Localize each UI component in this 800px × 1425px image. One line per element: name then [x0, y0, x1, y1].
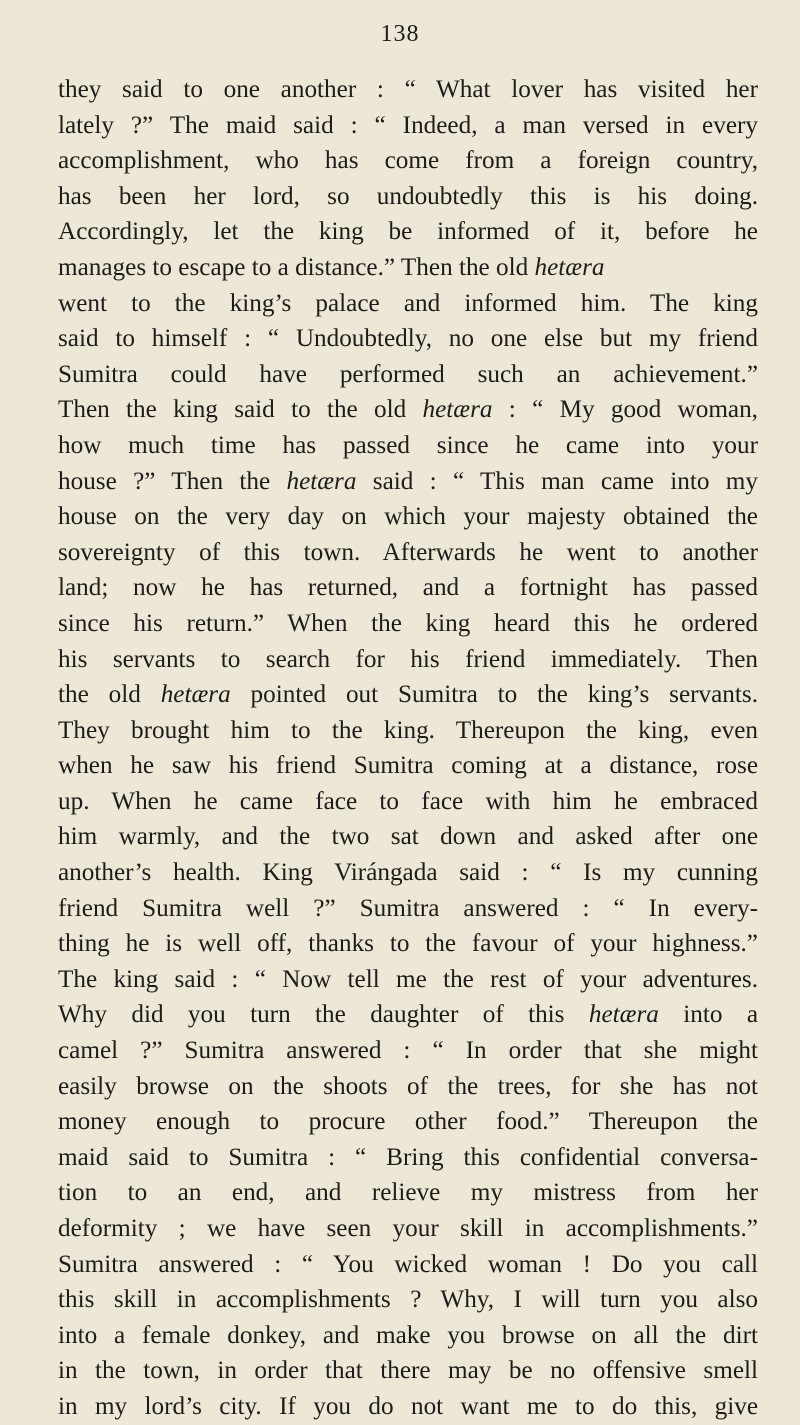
text-segment: into a [658, 1001, 758, 1029]
text-segment: money enough to procure other food.” Thereupon the [58, 1108, 758, 1136]
text-segment: camel ?” Sumitra answered : “ In order that she might [58, 1037, 758, 1065]
text-line [58, 962, 758, 998]
text-line [58, 321, 758, 357]
text-line [58, 1033, 758, 1069]
text-segment: deformity ; we have seen your skill in accomplishments.” [58, 1215, 758, 1242]
text-line [58, 819, 758, 855]
text-line [58, 499, 758, 535]
text-segment: him warmly, and the two sat down and asked after one [58, 823, 758, 851]
text-line [58, 535, 758, 571]
text-line [58, 642, 758, 678]
text-line [58, 428, 758, 464]
text-line [58, 1175, 758, 1211]
text-line [58, 72, 758, 108]
text-segment: has been her lord, so undoubtedly this is his doing. [58, 182, 758, 210]
text-segment: maid said to Sumitra : “ Bring this confidential conversa- [58, 1143, 758, 1171]
text-segment: friend Sumitra well ?” Sumitra answered : “ In every- [58, 894, 758, 922]
text-line [58, 570, 758, 606]
text-line [58, 891, 758, 927]
text-segment: house ?” Then the [58, 467, 287, 495]
text-line [58, 784, 758, 820]
text-line [58, 179, 758, 215]
text-segment: The king said : “ Now tell me the rest of your adventures. [58, 965, 758, 993]
text-segment: into a female donkey, and make you browse on all the dirt [58, 1321, 758, 1349]
text-segment: easily browse on the shoots of the trees, for she has not [58, 1072, 758, 1100]
text-segment: Sumitra could have performed such an achievement.” [58, 360, 758, 388]
text-line [58, 855, 758, 891]
text-segment: this skill in accomplishments ? Why, I will turn you also [58, 1286, 758, 1314]
text-segment: said : “ This man came into my [356, 467, 758, 495]
text-line [58, 1318, 758, 1354]
text-line [58, 926, 758, 962]
text-segment: in the town, in order that there may be no offensive smell [58, 1357, 758, 1385]
text-line [58, 1247, 758, 1283]
text-segment: Sumitra answered : “ You wicked woman ! Do you call [58, 1250, 758, 1278]
text-line [58, 997, 758, 1033]
italic-text: hetæra [286, 467, 357, 495]
italic-text: hetæra [160, 681, 231, 709]
text-line [58, 392, 758, 428]
italic-text: hetæra [534, 253, 605, 281]
text-segment: in my lord’s city. If you do not want me to do this, give [58, 1392, 758, 1420]
italic-text: hetæra [588, 1001, 659, 1029]
text-segment: said to himself : “ Undoubtedly, no one else but my friend [58, 325, 758, 353]
text-line [58, 286, 758, 322]
text-line [58, 1069, 758, 1105]
text-line [58, 1104, 758, 1140]
text-line [58, 464, 758, 500]
text-segment: thing he is well off, thanks to the favour of your highness.” [58, 930, 758, 958]
text-segment: lately ?” The maid said : “ Indeed, a man versed in every [58, 111, 758, 139]
text-segment: house on the very day on which your majesty obtained the [58, 503, 758, 531]
text-line [58, 713, 758, 749]
text-line [58, 606, 758, 642]
text-line [58, 1282, 758, 1318]
text-segment: another’s health. King Virángada said : “ Is my cunning [58, 859, 758, 887]
text-segment: they said to one another : “ What lover has visited her [58, 76, 758, 103]
text-segment: the old [58, 681, 161, 709]
text-line [58, 1140, 758, 1176]
text-line [58, 143, 758, 179]
text-segment: Then the king said to the old [58, 396, 423, 424]
text-segment: his servants to search for his friend immediately. Then [58, 645, 758, 673]
italic-text: hetæra [422, 396, 493, 424]
body-text [58, 72, 758, 1425]
text-segment: Accordingly, let the king be informed of it, before he [58, 218, 758, 246]
text-line [58, 1211, 758, 1247]
text-segment: since his return.” When the king heard this he ordered [58, 609, 758, 637]
page-number: 138 [380, 21, 420, 47]
text-line [58, 108, 758, 144]
text-segment: : “ My good woman, [492, 396, 758, 424]
text-segment: land; now he has returned, and a fortnight has passed [58, 574, 758, 602]
text-line [58, 214, 758, 250]
text-segment: Why did you turn the daughter of this [58, 1001, 589, 1029]
text-line [58, 250, 758, 286]
text-line [58, 748, 758, 784]
text-segment: tion to an end, and relieve my mistress from her [58, 1179, 758, 1207]
text-segment: when he saw his friend Sumitra coming at a distance, rose [58, 752, 758, 780]
text-segment: went to the king’s palace and informed him. The king [58, 289, 758, 317]
text-line [58, 677, 758, 713]
text-segment: pointed out Sumitra to the king’s servants. [230, 681, 758, 709]
text-segment: manages to escape to a distance.” Then the old [58, 253, 535, 281]
text-segment: how much time has passed since he came into your [58, 431, 758, 459]
text-line [58, 1389, 758, 1425]
text-line [58, 357, 758, 393]
text-line [58, 1353, 758, 1389]
text-segment: They brought him to the king. Thereupon the king, even [58, 716, 758, 744]
text-segment: accomplishment, who has come from a foreign country, [58, 147, 758, 175]
text-segment: sovereignty of this town. Afterwards he went to another [58, 538, 758, 566]
text-segment: up. When he came face to face with him he embraced [58, 787, 758, 815]
